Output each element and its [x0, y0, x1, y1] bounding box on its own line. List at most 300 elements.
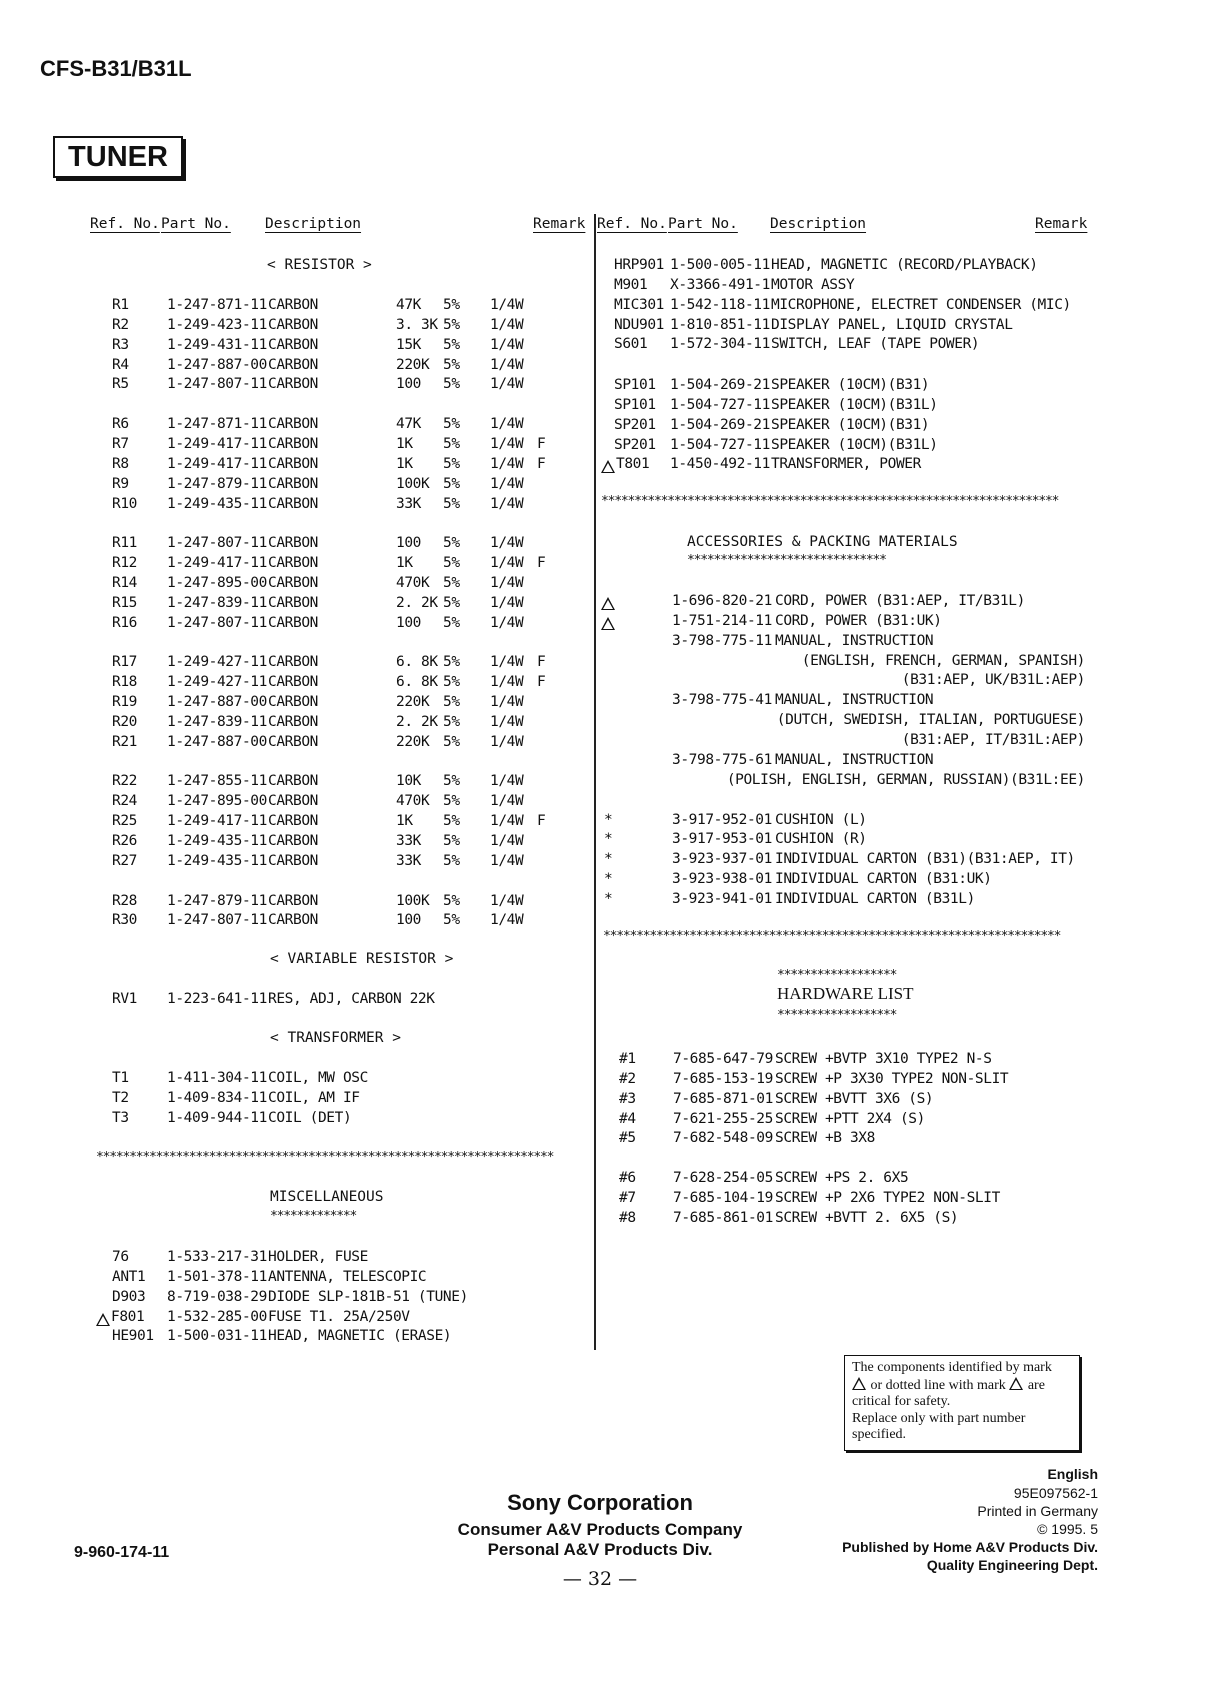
part-no: 1-542-118-11: [670, 296, 770, 313]
ref-no: R25: [112, 813, 137, 830]
part-no: 1-696-820-21: [672, 593, 772, 609]
header-ref-no: Ref. No.: [90, 216, 160, 232]
ref-no: R14: [112, 574, 137, 591]
accessory-row: [0, 829, 1210, 849]
part-no: 1-247-839-11: [167, 594, 267, 611]
accessory-row: [0, 889, 1210, 909]
description: (POLISH, ENGLISH, GERMAN, RUSSIAN)(B31L:EE): [726, 771, 1085, 788]
description: (DUTCH, SWEDISH, ITALIAN, PORTUGUESE): [776, 712, 1085, 729]
part-no: 1-247-887-00: [167, 356, 267, 373]
description: CARBON: [268, 813, 318, 830]
resistor-row: [0, 791, 1210, 811]
wattage: 1/4W: [490, 793, 524, 810]
wattage: 1/4W: [490, 594, 524, 611]
resistance-value: 1K: [396, 813, 413, 830]
part-no: 1-247-807-11: [167, 535, 267, 552]
description: CARBON: [268, 316, 318, 333]
description: RES, ADJ, CARBON 22K: [268, 991, 435, 1007]
ref-no: R17: [112, 654, 137, 671]
part-row: [0, 375, 1210, 395]
ref-no: R15: [112, 594, 137, 611]
description: INDIVIDUAL CARTON (B31L): [775, 890, 975, 907]
part-no: 1-247-839-11: [167, 713, 267, 730]
ref-no: RV1: [112, 991, 137, 1007]
hardware-row: [0, 1168, 1210, 1188]
part-no: 1-247-887-00: [167, 694, 267, 710]
description: MOTOR ASSY: [771, 276, 855, 293]
part-no: 1-247-807-11: [167, 614, 267, 631]
description: SPEAKER (10CM)(B31L): [771, 436, 938, 453]
remark: F: [537, 555, 546, 572]
remark: F: [537, 455, 546, 472]
resistance-value: 100: [396, 376, 421, 393]
ref-no: R27: [112, 852, 137, 869]
resistance-value: 6. 8K: [396, 674, 438, 691]
resistance-value: 220K: [396, 356, 430, 373]
description: CARBON: [268, 535, 318, 552]
mark: *: [604, 890, 613, 907]
ref-no: R6: [112, 416, 129, 433]
mark: *: [604, 871, 613, 888]
document-number: 9-960-174-11: [74, 1544, 170, 1561]
wattage: 1/4W: [490, 733, 524, 750]
resistance-value: 47K: [396, 297, 421, 313]
description: SCREW +PS 2. 6X5: [775, 1170, 909, 1187]
accessory-row: [0, 710, 1210, 730]
description: SCREW +PTT 2X4 (S): [775, 1110, 925, 1127]
tolerance: 5%: [443, 535, 460, 552]
header-part-no: Part No.: [161, 216, 231, 232]
part-row: [0, 454, 1210, 474]
ref-no: R26: [112, 832, 137, 849]
resistance-value: 6. 8K: [396, 654, 438, 671]
description: SPEAKER (10CM)(B31L): [771, 396, 938, 413]
resistor-section-title: < RESISTOR >: [267, 257, 372, 273]
description: CARBON: [268, 654, 318, 671]
safety-notice: [844, 1355, 1080, 1451]
description: HOLDER, FUSE: [268, 1249, 368, 1265]
wattage: 1/4W: [490, 416, 524, 433]
ref-no: 76: [112, 1249, 129, 1265]
description: MANUAL, INSTRUCTION: [775, 692, 934, 709]
tolerance: 5%: [443, 416, 460, 433]
wattage: 1/4W: [490, 455, 524, 472]
wattage: 1/4W: [490, 674, 524, 691]
part-no: 3-798-775-11: [672, 632, 772, 649]
part-no: 7-685-647-79: [673, 1051, 773, 1067]
description: SPEAKER (10CM)(B31): [771, 377, 930, 393]
ref-no: R3: [112, 336, 129, 353]
accessory-row: [0, 810, 1210, 830]
tolerance: 5%: [443, 455, 460, 472]
mark: *: [604, 851, 613, 868]
resistance-value: 470K: [396, 574, 430, 591]
accessory-row: [0, 611, 1210, 631]
wattage: 1/4W: [490, 376, 524, 393]
notice-line-5: specified.: [852, 1427, 907, 1442]
hardware-row: [0, 1049, 1210, 1069]
part-no: 1-247-895-00: [167, 793, 267, 810]
part-no: 1-247-879-11: [167, 892, 267, 909]
variable-resistor-row: [0, 989, 1210, 1009]
misc-underline-stars: *************: [270, 1209, 357, 1224]
part-no: 1-249-435-11: [167, 852, 267, 869]
tolerance: 5%: [443, 912, 460, 929]
notice-line-2: or dotted line with mark are: [852, 1377, 1072, 1395]
description: SPEAKER (10CM)(B31): [771, 416, 930, 433]
tolerance: 5%: [443, 475, 460, 492]
description: (B31:AEP, UK/B31L:AEP): [901, 672, 1085, 689]
part-no: 1-249-435-11: [167, 832, 267, 849]
ref-no: R4: [112, 356, 129, 373]
warning-triangle-icon: [1009, 1377, 1023, 1390]
resistance-value: 2. 2K: [396, 594, 438, 611]
variable-resistor-section-title: < VARIABLE RESISTOR >: [270, 951, 454, 967]
wattage: 1/4W: [490, 694, 524, 710]
part-no: 3-798-775-61: [672, 751, 772, 768]
transformer-section-title: < TRANSFORMER >: [270, 1030, 401, 1046]
ref-no: R5: [112, 376, 129, 393]
ref-no: T801: [616, 456, 650, 473]
warning-triangle-icon: [601, 597, 615, 610]
ref-no: #3: [619, 1090, 636, 1107]
department: Quality Engineering Dept.: [926, 1557, 1098, 1573]
ref-no: R18: [112, 674, 137, 691]
accessory-row: [0, 869, 1210, 889]
tolerance: 5%: [443, 674, 460, 691]
misc-row: [0, 1287, 1210, 1307]
ref-no: SP101: [614, 396, 656, 413]
misc-row: [0, 1267, 1210, 1287]
part-row: [0, 435, 1210, 455]
description: (ENGLISH, FRENCH, GERMAN, SPANISH): [801, 652, 1085, 669]
description: MANUAL, INSTRUCTION: [775, 632, 934, 649]
description: CORD, POWER (B31:AEP, IT/B31L): [775, 593, 1025, 609]
ref-no: R2: [112, 316, 129, 333]
header-part-no-right: Part No.: [668, 216, 738, 232]
part-no: 3-923-938-01: [672, 871, 772, 888]
wattage: 1/4W: [490, 773, 524, 790]
resistance-value: 33K: [396, 832, 421, 849]
ref-no: R11: [112, 535, 137, 552]
tolerance: 5%: [443, 594, 460, 611]
part-no: 1-247-871-11: [167, 416, 267, 433]
ref-no: R8: [112, 455, 129, 472]
description: DISPLAY PANEL, LIQUID CRYSTAL: [771, 316, 1013, 333]
part-no: 1-249-417-11: [167, 813, 267, 830]
ref-no: T2: [112, 1089, 129, 1106]
ref-no: HRP901: [614, 257, 664, 273]
hardware-row: [0, 1109, 1210, 1129]
notice-line-1: The components identified by mark: [852, 1360, 1052, 1375]
description: CARBON: [268, 852, 318, 869]
accessory-row: [0, 849, 1210, 869]
wattage: 1/4W: [490, 475, 524, 492]
part-no: 7-685-861-01: [673, 1209, 773, 1226]
part-no: 1-247-879-11: [167, 475, 267, 492]
notice-line-4: Replace only with part number: [852, 1410, 1026, 1426]
description: CARBON: [268, 416, 318, 433]
part-no: 1-810-851-11: [670, 316, 770, 333]
ref-no: R24: [112, 793, 137, 810]
part-no: X-3366-491-1: [670, 276, 770, 293]
mark: *: [604, 831, 613, 848]
copyright: © 1995. 5: [1037, 1521, 1098, 1537]
tolerance: 5%: [443, 495, 460, 512]
ref-no: #1: [619, 1051, 636, 1067]
resistance-value: 1K: [396, 455, 413, 472]
notice-line-3: critical for safety.: [852, 1394, 951, 1409]
wattage: 1/4W: [490, 356, 524, 373]
part-no: 3-923-937-01: [672, 851, 772, 868]
hardware-stars-bottom: ******************: [777, 1008, 897, 1023]
resistance-value: 100: [396, 614, 421, 631]
description: CARBON: [268, 773, 318, 790]
wattage: 1/4W: [490, 555, 524, 572]
part-no: 1-572-304-11: [670, 336, 770, 353]
description: CARBON: [268, 674, 318, 691]
header-remark-right: Remark: [1035, 216, 1088, 232]
part-no: 1-501-378-11: [167, 1268, 267, 1285]
page-number: — 32 —: [562, 1568, 638, 1590]
misc-row: [0, 1307, 1210, 1327]
model-number: CFS-B31/B31L: [40, 56, 192, 81]
separator-stars: *********************************************************************: [96, 1150, 554, 1165]
part-no: 1-504-269-21: [670, 416, 770, 433]
description: TRANSFORMER, POWER: [771, 456, 921, 473]
ref-no: R9: [112, 475, 129, 492]
resistance-value: 100: [396, 535, 421, 552]
accessory-row: [0, 730, 1210, 750]
part-row: [0, 295, 1210, 315]
ref-no: SP201: [614, 436, 656, 453]
tolerance: 5%: [443, 713, 460, 730]
tolerance: 5%: [443, 555, 460, 572]
ref-no: #5: [619, 1130, 636, 1147]
wattage: 1/4W: [490, 297, 524, 313]
resistance-value: 220K: [396, 694, 430, 710]
mark: *: [604, 811, 613, 828]
resistance-value: 3. 3K: [396, 316, 438, 333]
tolerance: 5%: [443, 574, 460, 591]
company-line-3: Personal A&V Products Div.: [487, 1540, 713, 1559]
description: FUSE T1. 25A/250V: [268, 1308, 410, 1325]
tolerance: 5%: [443, 336, 460, 353]
header-ref-no-right: Ref. No.: [597, 216, 667, 232]
accessory-row: [0, 651, 1210, 671]
tolerance: 5%: [443, 793, 460, 810]
part-no: 3-917-953-01: [672, 831, 772, 848]
accessory-row: [0, 750, 1210, 770]
wattage: 1/4W: [490, 813, 524, 830]
ref-no: R1: [112, 297, 129, 313]
description: SCREW +BVTT 2. 6X5 (S): [775, 1209, 959, 1226]
ref-no: MIC301: [614, 296, 664, 313]
ref-no: F801: [111, 1308, 145, 1325]
wattage: 1/4W: [490, 892, 524, 909]
ref-no: T3: [112, 1109, 129, 1126]
tolerance: 5%: [443, 435, 460, 452]
header-remark: Remark: [533, 216, 586, 232]
part-no: 3-917-952-01: [672, 811, 772, 828]
part-no: 8-719-038-29: [167, 1288, 267, 1305]
resistor-row: [0, 553, 1210, 573]
tolerance: 5%: [443, 832, 460, 849]
ref-no: R19: [112, 694, 137, 710]
part-no: 1-504-269-21: [670, 377, 770, 393]
wattage: 1/4W: [490, 316, 524, 333]
ref-no: #4: [619, 1110, 636, 1127]
part-no: 1-247-807-11: [167, 376, 267, 393]
tolerance: 5%: [443, 892, 460, 909]
wattage: 1/4W: [490, 654, 524, 671]
description: MANUAL, INSTRUCTION: [775, 751, 934, 768]
ref-no: R30: [112, 912, 137, 929]
resistor-row: [0, 573, 1210, 593]
language: English: [1047, 1466, 1098, 1482]
part-no: 1-751-214-11: [672, 612, 772, 629]
ref-no: #7: [619, 1190, 636, 1207]
ref-no: R16: [112, 614, 137, 631]
hardware-row: [0, 1208, 1210, 1228]
ref-no: T1: [112, 1070, 129, 1086]
part-no: 1-249-417-11: [167, 555, 267, 572]
part-no: 3-923-941-01: [672, 890, 772, 907]
description: CARBON: [268, 356, 318, 373]
description: CARBON: [268, 614, 318, 631]
wattage: 1/4W: [490, 832, 524, 849]
part-no: 1-409-944-11: [167, 1109, 267, 1126]
part-no: 7-628-254-05: [673, 1170, 773, 1187]
tolerance: 5%: [443, 654, 460, 671]
description: CARBON: [268, 694, 318, 710]
description: HEAD, MAGNETIC (ERASE): [268, 1328, 452, 1345]
ref-no: SP201: [614, 416, 656, 433]
ref-no: M901: [614, 276, 648, 293]
part-no: 1-500-005-11: [670, 257, 770, 273]
resistance-value: 33K: [396, 495, 421, 512]
part-no: 7-621-255-25: [673, 1110, 773, 1127]
part-no: 1-223-641-11: [167, 991, 267, 1007]
wattage: 1/4W: [490, 912, 524, 929]
wattage: 1/4W: [490, 435, 524, 452]
description: SCREW +B 3X8: [775, 1130, 875, 1147]
ref-no: R10: [112, 495, 137, 512]
description: DIODE SLP-181B-51 (TUNE): [268, 1288, 468, 1305]
section-title: TUNER: [53, 136, 183, 178]
wattage: 1/4W: [490, 614, 524, 631]
part-no: 1-500-031-11: [167, 1328, 267, 1345]
description: CARBON: [268, 297, 318, 313]
resistance-value: 15K: [396, 336, 421, 353]
ref-no: R21: [112, 733, 137, 750]
part-row: [0, 395, 1210, 415]
tolerance: 5%: [443, 297, 460, 313]
description: CUSHION (R): [775, 831, 867, 848]
resistance-value: 220K: [396, 733, 430, 750]
description: MICROPHONE, ELECTRET CONDENSER (MIC): [771, 296, 1071, 313]
tolerance: 5%: [443, 376, 460, 393]
part-no: 1-504-727-11: [670, 436, 770, 453]
accessories-underline-stars: ******************************: [687, 553, 886, 568]
part-no: 1-247-855-11: [167, 773, 267, 790]
resistance-value: 2. 2K: [396, 713, 438, 730]
warning-triangle-icon: [601, 617, 615, 630]
part-row: [0, 334, 1210, 354]
hardware-row: [0, 1128, 1210, 1148]
part-no: 1-249-431-11: [167, 336, 267, 353]
description: CUSHION (L): [775, 811, 867, 828]
description: CARBON: [268, 594, 318, 611]
description: CARBON: [268, 574, 318, 591]
part-no: 1-249-423-11: [167, 316, 267, 333]
wattage: 1/4W: [490, 852, 524, 869]
resistor-row: [0, 355, 1210, 375]
wattage: 1/4W: [490, 574, 524, 591]
misc-row: [0, 1326, 1210, 1346]
description: CARBON: [268, 336, 318, 353]
accessory-row: [0, 591, 1210, 611]
published-by: Published by Home A&V Products Div.: [842, 1539, 1098, 1555]
description: (B31:AEP, IT/B31L:AEP): [901, 731, 1085, 748]
description: CARBON: [268, 555, 318, 572]
description: COIL, AM IF: [268, 1089, 360, 1106]
description: INDIVIDUAL CARTON (B31:UK): [775, 871, 992, 888]
description: SWITCH, LEAF (TAPE POWER): [771, 336, 980, 353]
ref-no: R22: [112, 773, 137, 790]
company-line-2: Consumer A&V Products Company: [457, 1520, 743, 1539]
part-row: [0, 255, 1210, 275]
part-no: 1-504-727-11: [670, 396, 770, 413]
publication-code: 95E097562-1: [1013, 1485, 1098, 1501]
description: SCREW +P 3X30 TYPE2 NON-SLIT: [775, 1070, 1009, 1087]
resistance-value: 100: [396, 912, 421, 929]
wattage: 1/4W: [490, 495, 524, 512]
tolerance: 5%: [443, 614, 460, 631]
part-no: 1-247-895-00: [167, 574, 267, 591]
resistance-value: 100K: [396, 475, 430, 492]
accessory-row: [0, 631, 1210, 651]
part-no: 1-247-807-11: [167, 912, 267, 929]
hardware-row: [0, 1069, 1210, 1089]
part-row: [0, 275, 1210, 295]
warning-triangle-icon: [601, 460, 615, 473]
resistor-row: [0, 533, 1210, 553]
misc-section-title: MISCELLANEOUS: [270, 1189, 384, 1205]
ref-no: #2: [619, 1070, 636, 1087]
resistor-row: [0, 474, 1210, 494]
ref-no: #6: [619, 1170, 636, 1187]
warning-triangle-icon: [852, 1377, 866, 1390]
description: CARBON: [268, 892, 318, 909]
description: COIL (DET): [268, 1109, 352, 1126]
description: CORD, POWER (B31:UK): [775, 612, 942, 629]
part-no: 7-682-548-09: [673, 1130, 773, 1147]
tolerance: 5%: [443, 694, 460, 710]
misc-row: [0, 1247, 1210, 1267]
description: CARBON: [268, 832, 318, 849]
separator-stars: *********************************************************************: [603, 929, 1061, 944]
remark: F: [537, 813, 546, 830]
part-no: 7-685-153-19: [673, 1070, 773, 1087]
part-row: [0, 315, 1210, 335]
description: SCREW +P 2X6 TYPE2 NON-SLIT: [775, 1190, 1000, 1207]
wattage: 1/4W: [490, 336, 524, 353]
resistance-value: 33K: [396, 852, 421, 869]
ref-no: S601: [614, 336, 648, 353]
remark: F: [537, 654, 546, 671]
ref-no: HE901: [112, 1328, 154, 1345]
